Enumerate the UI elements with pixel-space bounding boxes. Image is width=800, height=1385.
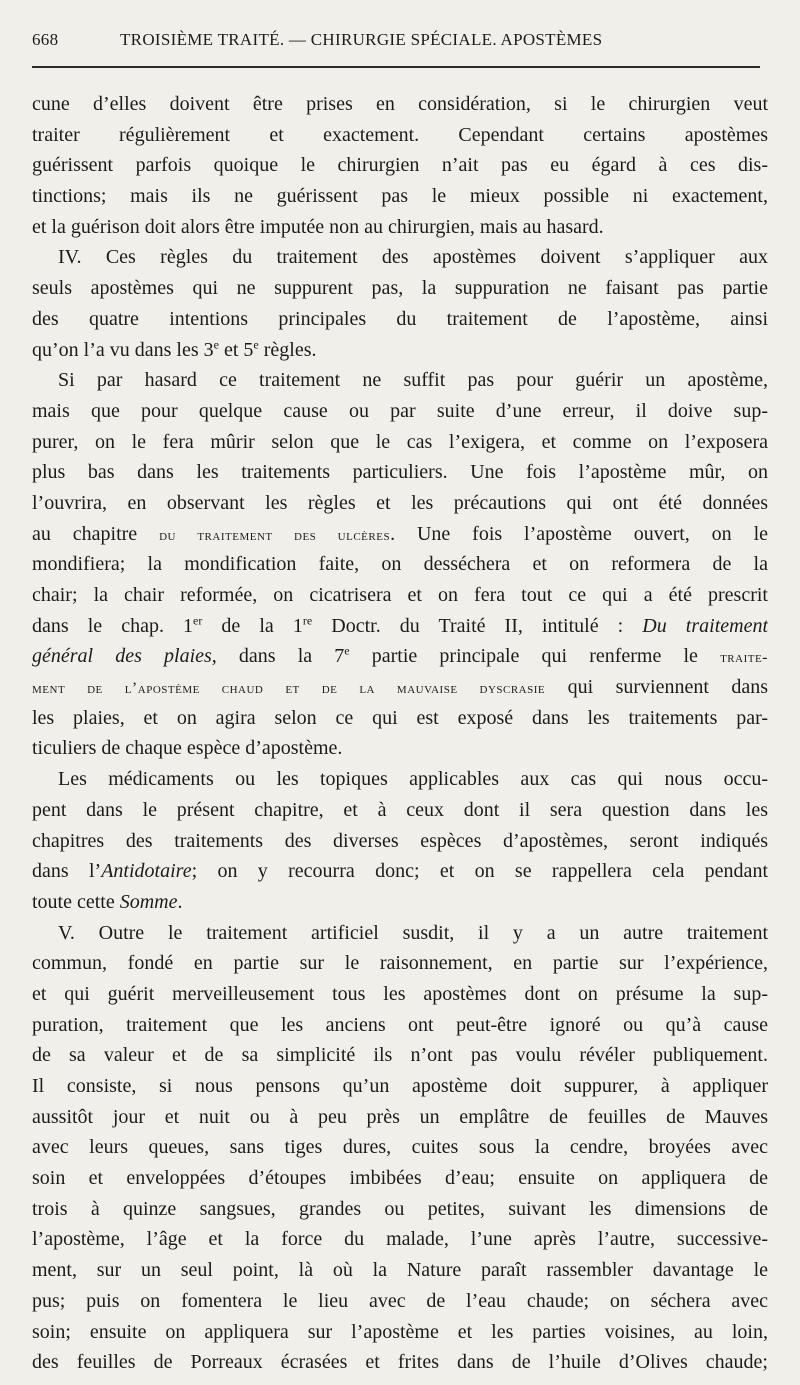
text-line: cune d’elles doivent être prises en considération, si le chirurgien veut	[32, 93, 768, 115]
text-line: l’apostème, l’âge et la force du malade, l’une après l’autre, successive-	[32, 1228, 768, 1251]
text-line: puration, traitement que les anciens ont peut-être ignoré ou qu’à cause	[32, 1013, 768, 1036]
text-line: seuls apostèmes qui ne suppurent pas, la suppuration ne faisant pas partie	[32, 277, 768, 300]
text-line: Si par hasard ce traitement ne suffit pas pour guérir un apostème,	[58, 369, 768, 392]
running-header	[32, 30, 762, 60]
text-line: guérissent parfois quoique le chirurgien n’ait pas eu égard à ces dis-	[32, 154, 768, 177]
text-line: et la guérison doit alors être imputée non au chirurgien, mais au hasard.	[32, 215, 604, 238]
superscript: e	[344, 643, 350, 658]
text-line	[32, 641, 768, 672]
superscript: e	[213, 336, 219, 351]
italic-title: Antidotaire	[101, 860, 192, 883]
running-title: TROISIÈME TRAITÉ. — CHIRURGIE SPÉCIALE. APOSTÈMES	[120, 30, 603, 49]
text-line: chapitres des traitements des diverses espèces d’apostèmes, seront indiqués	[32, 829, 768, 852]
text-line: chair; la chair reformée, on cicatrisera et on fera tout ce qui a été prescrit	[32, 584, 768, 606]
text-line: ticuliers de chaque espèce d’apostème.	[32, 737, 343, 760]
text-line: avec leurs queues, sans tiges dures, cuites sous la cendre, broyées avec	[32, 1136, 768, 1159]
text-run: toute cette	[32, 890, 120, 913]
text-line: soin et enveloppées d’étoupes imbibées d’eau; ensuite on appliquera de	[32, 1167, 768, 1190]
text-line: l’ouvrira, en observant les règles et les précautions qui ont été données	[32, 491, 768, 514]
text-line: des feuilles de Porreaux écrasées et frites dans de l’huile d’Olives chaude;	[32, 1351, 768, 1374]
text-line: commun, fondé en partie sur le raisonnement, en partie sur l’expérience,	[32, 952, 768, 975]
text-line: aussitôt jour et nuit ou à peu près un emplâtre de feuilles de Mauves	[32, 1105, 768, 1128]
text-line	[32, 672, 768, 703]
text-run: . Une fois l’apostème ouvert, on le	[390, 522, 768, 545]
text-run: de la 1	[202, 614, 303, 637]
italic-title: Du traitement	[642, 614, 768, 637]
text-run: qui surviennent dans	[545, 676, 768, 699]
text-line: IV. Ces règles du traitement des apostèmes doivent s’appliquer aux	[58, 246, 768, 269]
text-line	[32, 335, 768, 366]
page-number: 668	[32, 30, 59, 49]
header-rule	[32, 66, 760, 68]
text-run: dans le chap. 1	[32, 614, 194, 637]
text-run: ; on y recourra donc; et on se rappellera cela pendant	[191, 860, 768, 883]
superscript: er	[193, 613, 203, 628]
text-line	[32, 611, 768, 642]
text-line: plus bas dans les traitements particuliers. Une fois l’apostème mûr, on	[32, 461, 768, 484]
text-line: de sa valeur et de sa simplicité ils n’ont pas voulu révéler publiquement.	[32, 1044, 768, 1067]
text-run: partie principale qui renferme le	[349, 645, 721, 668]
body-text	[32, 89, 768, 1378]
text-run: Doctr. du Traité II, intitulé :	[312, 614, 643, 637]
text-line: mondifiera; la mondification faite, on desséchera et on reformera de la	[32, 553, 768, 576]
text-line	[32, 519, 768, 550]
superscript: re	[302, 613, 313, 628]
small-caps-run: traite-	[720, 649, 768, 667]
text-run: règles.	[258, 338, 317, 361]
text-line: purer, on le fera mûrir selon que le cas l’exigera, et comme on l’exposera	[32, 430, 768, 453]
text-line: pent dans le présent chapitre, et à ceux dont il sera question dans les	[32, 798, 768, 821]
text-line: pus; puis on fomentera le lieu avec de l’eau chaude; on séchera avec	[32, 1289, 768, 1312]
text-line: les plaies, et on agira selon ce qui est exposé dans les traitements par-	[32, 706, 768, 729]
text-line: des quatre intentions principales du traitement de l’apostème, ainsi	[32, 307, 768, 330]
text-line: Les médicaments ou les topiques applicables aux cas qui nous occu-	[58, 768, 768, 791]
small-caps-run: ment de l’apostème chaud et de la mauvaise dyscrasie	[32, 680, 546, 698]
text-line: V. Outre le traitement artificiel susdit, il y a un autre traitement	[58, 921, 768, 944]
text-line: mais que pour quelque cause ou par suite d’une erreur, il doive sup-	[32, 399, 768, 422]
text-line: traiter régulièrement et exactement. Cependant certains apostèmes	[32, 123, 768, 146]
text-line: Il consiste, si nous pensons qu’un apostème doit suppurer, à appliquer	[32, 1075, 768, 1097]
text-run: et 5	[218, 338, 254, 361]
text-line: soin; ensuite on appliquera sur l’apostème et les parties voisines, au loin,	[32, 1320, 768, 1343]
text-line: ment, sur un seul point, là où la Nature paraît rassembler davantage le	[32, 1259, 768, 1282]
text-line	[32, 856, 768, 887]
text-run: dans l’	[32, 860, 102, 883]
small-caps-run: du traitement des ulcères	[159, 526, 391, 544]
text-run: , dans la 7	[211, 645, 345, 668]
text-run: qu’on l’a vu dans les 3	[32, 338, 214, 361]
superscript: e	[253, 336, 259, 351]
text-line: trois à quinze sangsues, grandes ou petites, suivant les dimensions de	[32, 1197, 768, 1220]
text-line	[32, 887, 768, 918]
text-line: et qui guérit merveilleusement tous les apostèmes dont on présume la sup-	[32, 982, 768, 1005]
italic-title: général des plaies	[32, 645, 212, 668]
text-run: au chapitre	[32, 522, 160, 545]
italic-title: Somme	[119, 890, 178, 913]
text-line: tinctions; mais ils ne guérissent pas le mieux possible ni exactement,	[32, 185, 768, 208]
text-run: .	[177, 890, 183, 913]
